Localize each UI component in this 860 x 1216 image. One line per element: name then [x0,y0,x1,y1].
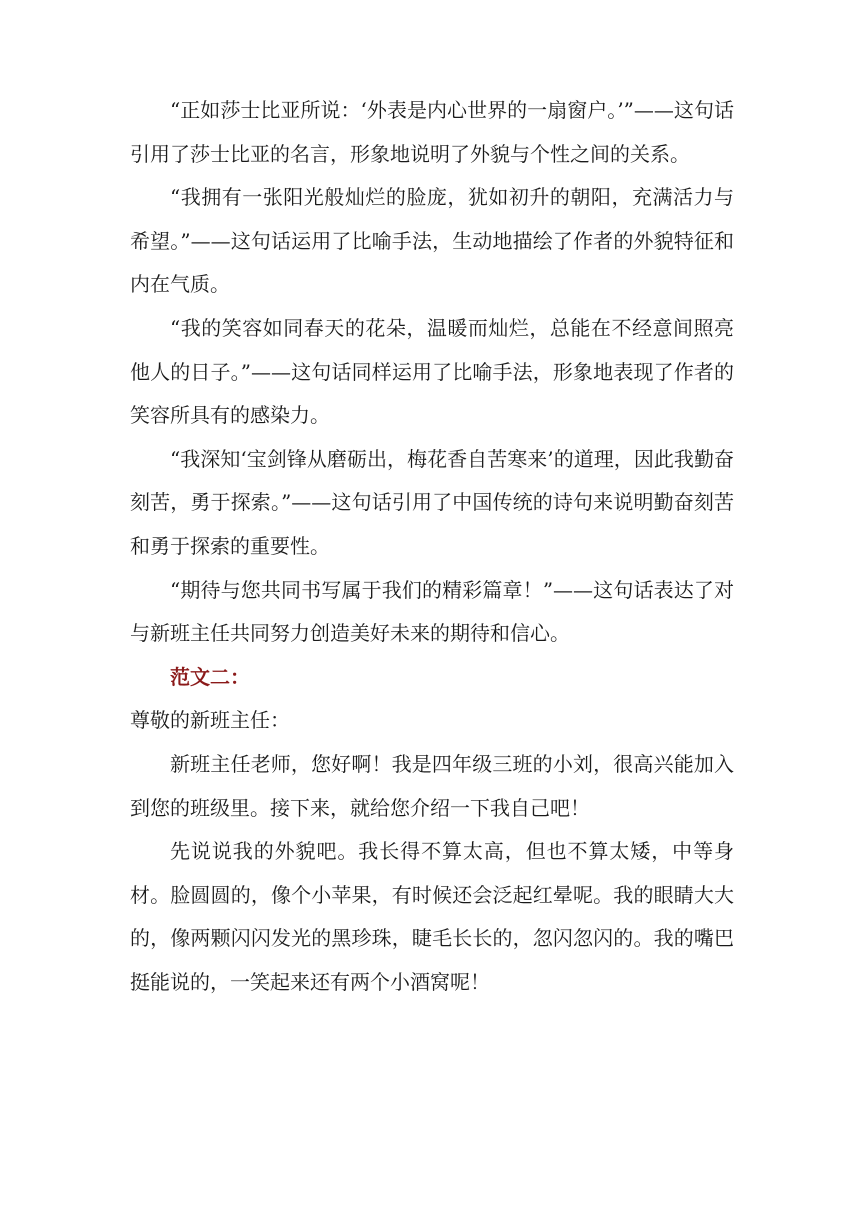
document-body [130,89,734,1004]
salutation: 尊敬的新班主任： [130,708,290,733]
analysis-paragraph-2: “我拥有一张阳光般灿烂的脸庞，犹如初升的朝阳，充满活力与希望。”——这句话运用了比喻手法，生动地描绘了作者的外貌特征和内在气质。 [130,185,734,297]
analysis-paragraph-5: “期待与您共同书写属于我们的精彩篇章！”——这句话表达了对与新班主任共同努力创造美好未来的期待和信心。 [130,577,734,646]
letter-paragraph-2: 先说说我的外貌吧。我长得不算太高，但也不算太矮，中等身材。脸圆圆的，像个小苹果，有时候还会泛起红晕呢。我的眼睛大大的，像两颗闪闪发光的黑珍珠，睫毛长长的，忽闪忽闪的。我的嘴巴挺能说的，一笑起来还有两个小酒窝呢！ [130,839,734,994]
analysis-paragraph-1: “正如莎士比亚所说：‘外表是内心世界的一扇窗户。’”——这句话引用了莎士比亚的名言，形象地说明了外貌与个性之间的关系。 [130,98,734,166]
analysis-paragraph-4: “我深知‘宝剑锋从磨砺出，梅花香自苦寒来’的道理，因此我勤奋刻苦，勇于探索。”——这句话引用了中国传统的诗句来说明勤奋刻苦和勇于探索的重要性。 [130,446,734,558]
letter-paragraph-1: 新班主任老师，您好啊！我是四年级三班的小刘，很高兴能加入到您的班级里。接下来，就给您介绍一下我自己吧！ [130,751,734,820]
analysis-paragraph-3: “我的笑容如同春天的花朵，温暖而灿烂，总能在不经意间照亮他人的日子。”——这句话同样运用了比喻手法，形象地表现了作者的笑容所具有的感染力。 [130,315,734,428]
section-heading: 范文二： [170,664,250,689]
